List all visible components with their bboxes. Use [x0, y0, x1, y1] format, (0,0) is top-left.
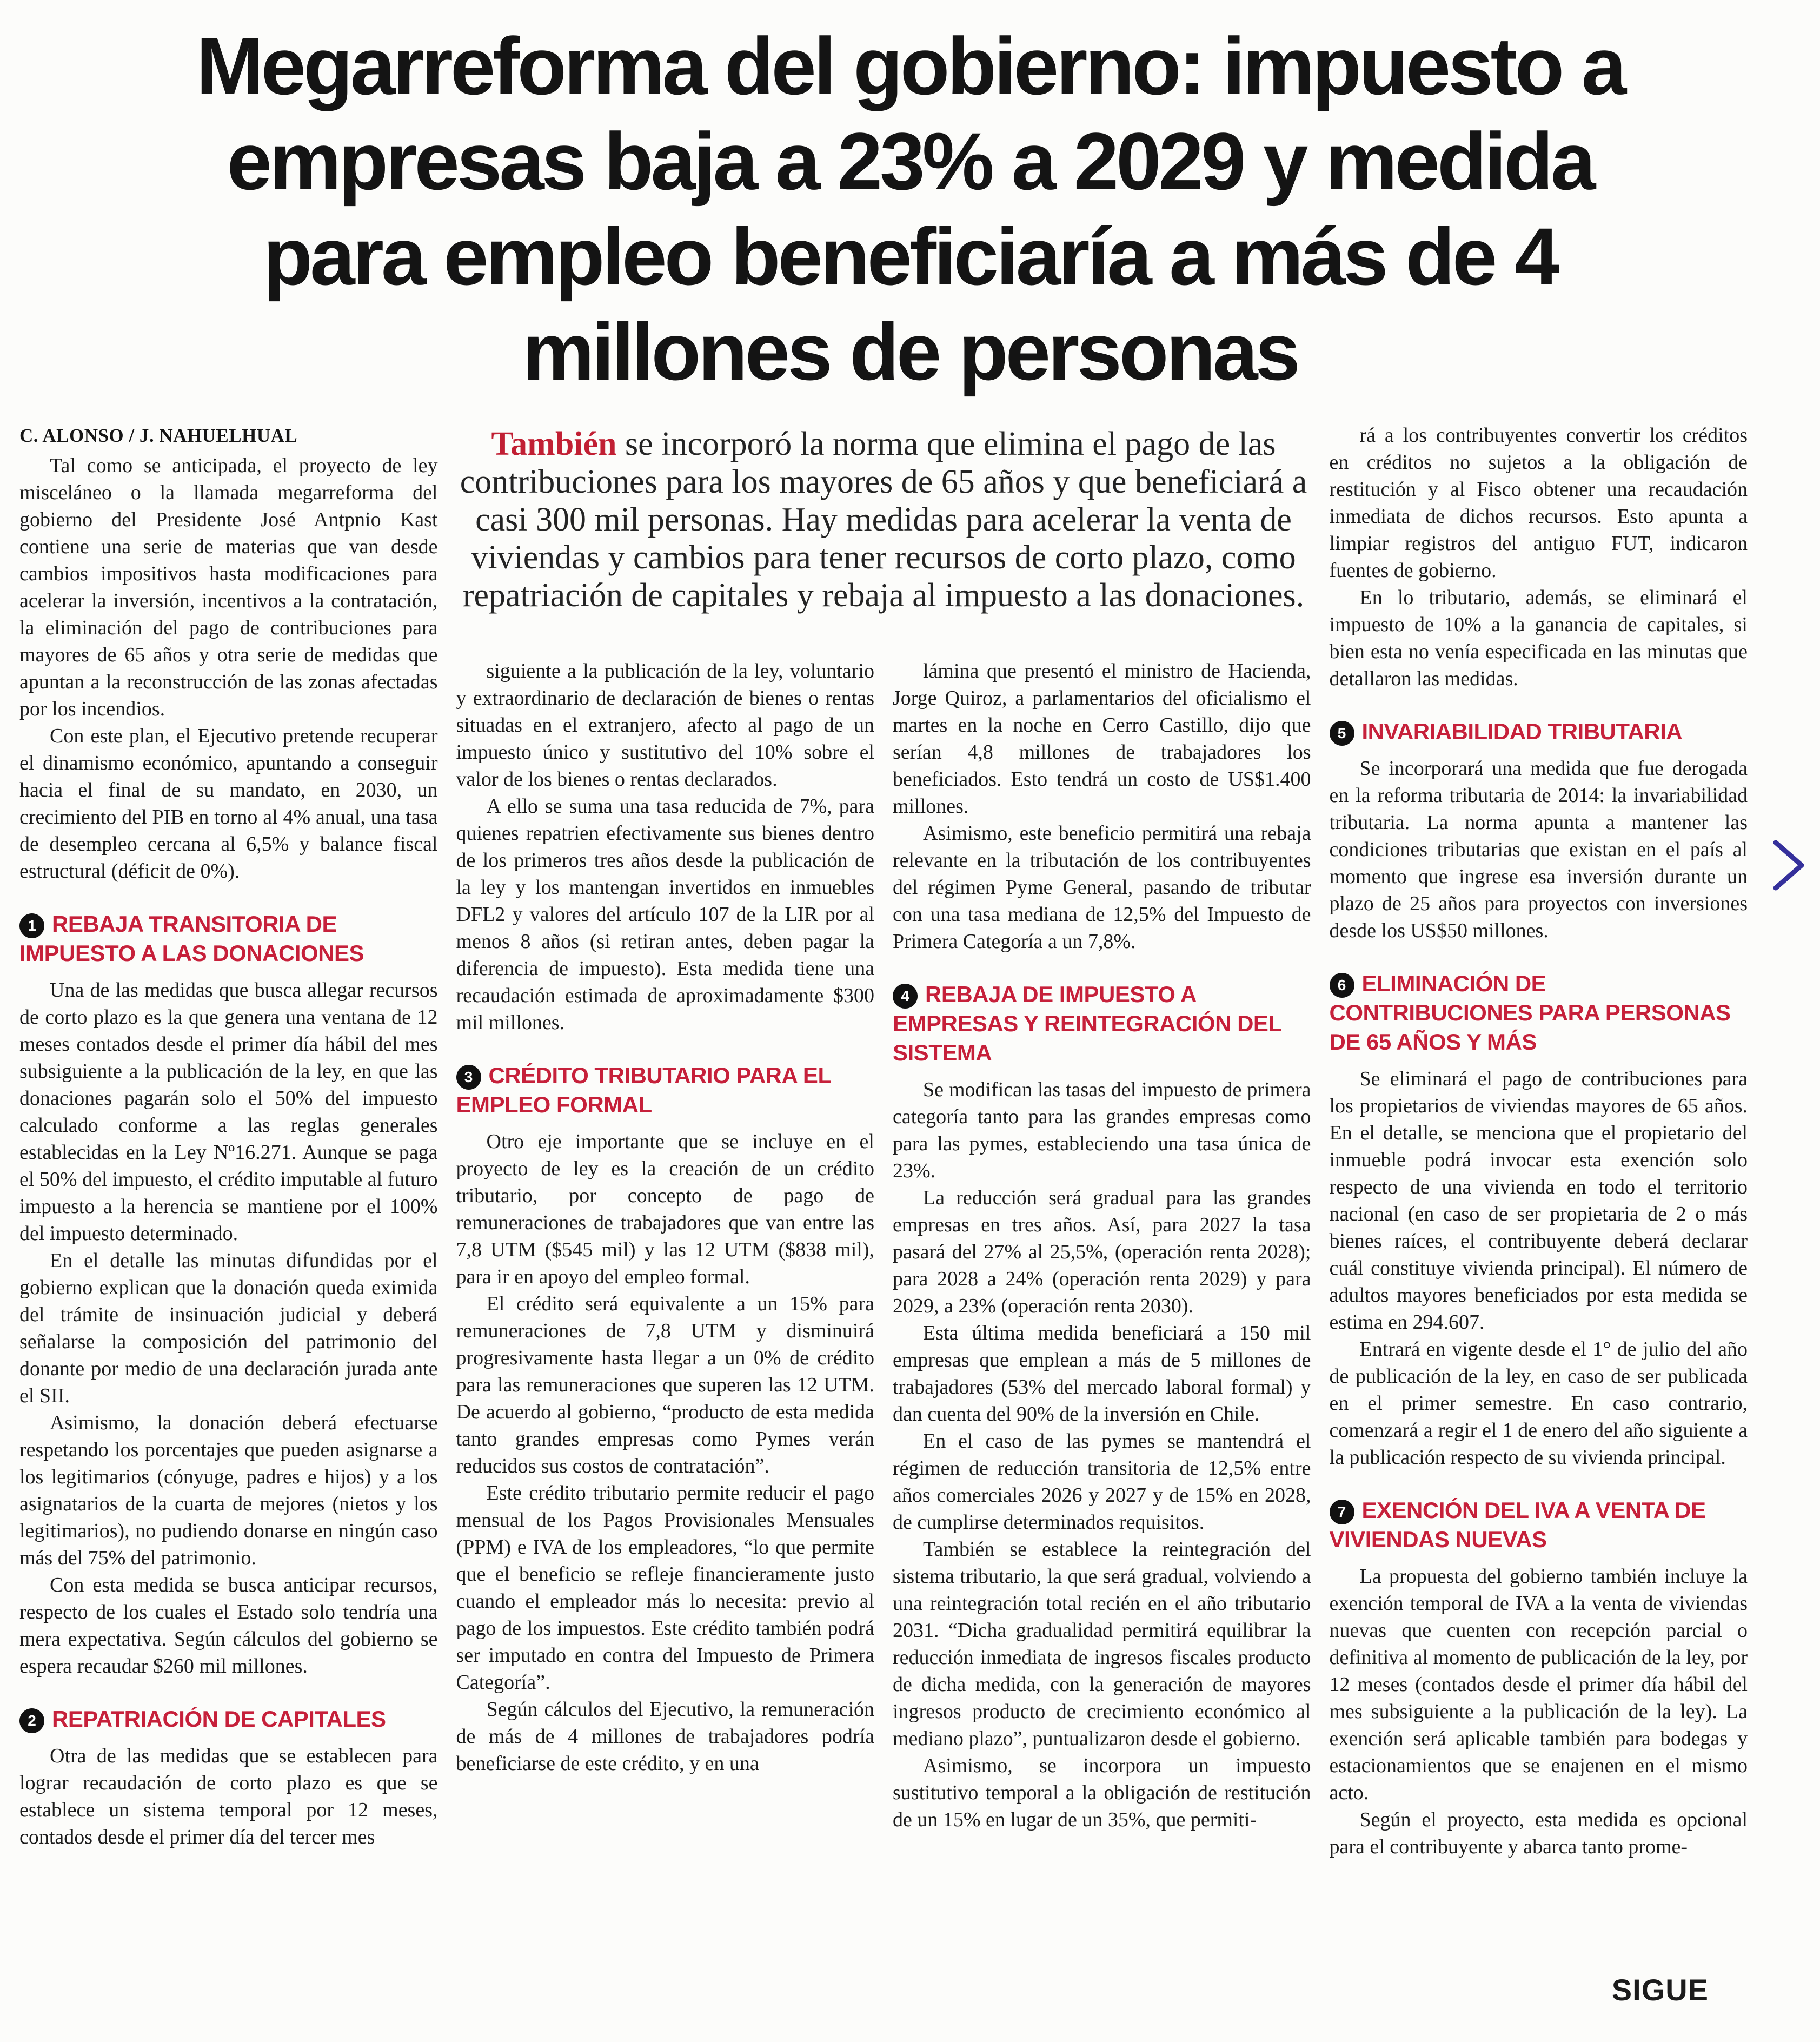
headline-line: para empleo beneficiaría a más de 4 — [263, 211, 1557, 302]
paragraph: La reducción será gradual para las grandes empresas en tres años. Así, para 2027 la tasa pasará del 27% al 25,5%, (operación renta 2028); para 2028 a 24% (operación renta 2029) y para 2029, a 23% (operación renta 2030). — [893, 1186, 1311, 1317]
paragraph: En el detalle las minutas difundidas por el gobierno explican que la donación queda eximida del trámite de insinuación judicial y deberá señalarse la composición del patrimonio del donante por medio de una declaración jurada ante el SII. — [19, 1249, 438, 1407]
headline-line: millones de personas — [522, 306, 1298, 397]
section-number-badge: 7 — [1330, 1500, 1354, 1524]
column-3 — [893, 658, 1311, 1860]
paragraph: Tal como se anticipada, el proyecto de ley misceláneo o la llamada megarreforma del gobierno del Presidente José Antpnio Kast contiene una serie de materias que van desde cambios impositivos hasta modificaciones para acelerar la inversión, incentivos a la contratación, la eliminación del pago de contribuciones para mayores de 65 años y otra serie de medidas que apuntan a la reconstrucción de las zonas afectadas por los incendios. — [19, 454, 438, 720]
paragraph: Otro eje importante que se incluye en el proyecto de ley es la creación de un crédito tributario, por concepto de pago de remuneraciones de trabajadores que van entre las 7,8 UTM ($545 mil) y las 12 UTM ($838 mil), para ir en apoyo del empleo formal. — [456, 1130, 874, 1288]
section-heading-5 — [1330, 717, 1748, 746]
paragraph: lámina que presentó el ministro de Hacienda, Jorge Quiroz, a parlamentarios del oficialismo el martes en la noche en Cerro Castillo, dijo que serían 4,8 millones de trabajadores los beneficiados. Esto tendrá un costo de US$1.400 millones. — [893, 660, 1311, 818]
section-heading-3 — [456, 1061, 875, 1119]
section-title: INVARIABILIDAD TRIBUTARIA — [1361, 719, 1683, 744]
paragraph: Según el proyecto, esta medida es opcional para el contribuyente y abarca tanto prome- — [1329, 1808, 1748, 1858]
section-number-badge: 1 — [19, 913, 44, 938]
paragraph: Asimismo, este beneficio permitirá una rebaja relevante en la tributación de los contribuyentes del régimen Pyme General, pasando de tributar con una tasa mediana de 12,5% del Impuesto de Primera Categoría a un 7,8%. — [893, 822, 1311, 953]
paragraph: rá a los contribuyentes convertir los créditos en créditos no sujetos a la obligación de restitución y al Fisco obtener una recaudación inmediata de dichos recursos. Esto apunta a limpiar registros del antiguo FUT, indicaron fuentes de gobierno. — [1329, 424, 1748, 582]
paragraph: Con este plan, el Ejecutivo pretende recuperar el dinamismo económico, apuntando a conseguir hacia el final de su mandato, en 2030, un crecimiento del PIB en torno al 4% anual, una tasa de desempleo cercana al 6,5% y balance fiscal estructural (déficit de 0%). — [19, 725, 438, 883]
column-1 — [19, 422, 438, 1860]
article-headline — [22, 18, 1798, 399]
next-page-chevron-icon[interactable] — [1766, 833, 1811, 898]
paragraph: También se establece la reintegración del sistema tributario, la que será gradual, volviendo a una reintegración total recién en el año tributario 2031. “Dicha gradualidad permitirá equilibrar la reducción inmediata de ingresos fiscales producto de dicha medida, con la generación de mayores ingresos producto de crecimiento económico al mediano plazo”, puntualizaron desde el gobierno. — [893, 1538, 1311, 1750]
section-title: REBAJA TRANSITORIA DE IMPUESTO A LAS DONACIONES — [19, 911, 364, 966]
lead-text: se incorporó la norma que elimina el pago de las contribuciones para los mayores de 65 años y que beneficiará a casi 300 mil personas. Hay medidas para acelerar la venta de viviendas y cambios para tener recursos de corto plazo, como repatriación de capitales y rebaja al impuesto a las donaciones. — [460, 426, 1307, 614]
paragraph: Se modifican las tasas del impuesto de primera categoría tanto para las grandes empresas como para las pymes, estableciendo una tasa única de 23%. — [893, 1078, 1311, 1182]
section-title: CRÉDITO TRIBUTARIO PARA EL EMPLEO FORMAL — [456, 1063, 831, 1117]
paragraph: Una de las medidas que busca allegar recursos de corto plazo es la que genera una ventana de 12 meses contados desde el primer día hábil del mes subsiguiente a la publicación de la ley, en que las donaciones pagarán solo el 50% del impuesto calculado conforme a las reglas generales establecidas en la Ley Nº16.271. Aunque se paga el 50% del impuesto, el crédito imputable al futuro impuesto a la herencia se mantiene por el 100% del impuesto determinado. — [19, 979, 438, 1245]
section-title: REBAJA DE IMPUESTO A EMPRESAS Y REINTEGRACIÓN DEL SISTEMA — [893, 982, 1281, 1065]
section-heading-7 — [1330, 1496, 1748, 1554]
article-body — [0, 422, 1820, 1860]
column-2 — [456, 658, 875, 1860]
section-number-badge: 6 — [1330, 973, 1354, 998]
section-heading-2 — [19, 1705, 438, 1734]
lead-highlight: También — [491, 426, 617, 462]
paragraph: En el caso de las pymes se mantendrá el régimen de reducción transitoria de 12,5% entre años comerciales 2026 y 2027 y de 15% en 2028, de cumplirse determinados requisitos. — [893, 1430, 1311, 1534]
paragraph: Se eliminará el pago de contribuciones para los propietarios de viviendas mayores de 65 años. En el detalle, se menciona que el propietario del inmueble podrá invocar esta exención solo respecto de una vivienda en todo el territorio nacional (en caso de ser propietaria de 2 o más bienes raíces, el contribuyente deberá declarar cuál constituye vivienda principal). El número de adultos mayores beneficiados por esta medida se estima en 294.607. — [1329, 1068, 1748, 1334]
paragraph: Esta última medida beneficiará a 150 mil empresas que emplean a más de 5 millones de trabajadores (53% del mercado laboral formal) y dan cuenta del 90% de la inversión en Chile. — [893, 1322, 1311, 1426]
continue-label: SIGUE — [1611, 1973, 1709, 2007]
section-number-badge: 5 — [1330, 721, 1354, 746]
paragraph: Asimismo, la donación deberá efectuarse respetando los porcentajes que pueden asignarse a los legitimarios (cónyuge, padres e hijos) y a los asignatarios de la cuarta de mejores (nietos y los legitimarios), no pudiendo donarse en ningún caso más del 75% del patrimonio. — [19, 1411, 438, 1569]
paragraph: A ello se suma una tasa reducida de 7%, para quienes repatrien efectivamente sus bienes dentro de los primeros tres años desde la publicación de la ley y los mantengan invertidos en inmuebles DFL2 y valores del artículo 107 de la LIR por al menos 8 años (si retiran antes, deben pagar la diferencia de impuesto). Esta medida tiene una recaudación estimada de aproximadamente $300 mil millones. — [456, 795, 874, 1034]
paragraph: Este crédito tributario permite reducir el pago mensual de los Pagos Provisionales Mensuales (PPM) e IVA de los empleadores, “lo que permite que el beneficio se refleje financieramente justo cuando el empleador más lo necesita: previo al pago de los impuestos. Este crédito también podrá ser imputado en contra del Impuesto de Primera Categoría”. — [456, 1482, 874, 1694]
paragraph: En lo tributario, además, se eliminará el impuesto de 10% a la ganancia de capitales, si bien esta no venía especificada en las minutas que detallaron las medidas. — [1329, 586, 1748, 690]
section-number-badge: 4 — [893, 984, 918, 1009]
section-heading-4 — [893, 980, 1311, 1068]
section-heading-6 — [1330, 969, 1748, 1057]
paragraph: Entrará en vigente desde el 1° de julio del año de publicación de la ley, en caso de ser publicada en el primer semestre. En caso contrario, comenzará a regir el 1 de enero del año siguiente a la publicación respecto de su vivienda principal. — [1329, 1338, 1748, 1469]
lead-paragraph — [456, 422, 1311, 614]
paragraph: La propuesta del gobierno también incluye la exención temporal de IVA a la venta de viviendas nuevas que cuenten con recepción parcial o definitiva al momento de publicación de la ley, por 12 meses (contados desde el primer día hábil del mes subsiguiente a la publicación de la ley). La exención será aplicable también para bodegas y estacionamientos que se enajenen en el mismo acto. — [1329, 1565, 1748, 1804]
paragraph: Asimismo, se incorpora un impuesto sustitutivo temporal a la obligación de restitución de un 15% en lugar de un 35%, que permiti- — [893, 1754, 1311, 1831]
section-title: REPATRIACIÓN DE CAPITALES — [52, 1706, 386, 1732]
section-title: ELIMINACIÓN DE CONTRIBUCIONES PARA PERSONAS DE 65 AÑOS Y MÁS — [1329, 971, 1731, 1055]
paragraph: siguiente a la publicación de la ley, voluntario y extraordinario de declaración de bienes o rentas situadas en el extranjero, afecto al pago de un impuesto único y sustitutivo del 10% sobre el valor de los bienes o rentas declarados. — [456, 660, 874, 791]
paragraph: Con esta medida se busca anticipar recursos, respecto de los cuales el Estado solo tendría una mera expectativa. Según cálculos del gobierno se espera recaudar $260 mil millones. — [19, 1574, 438, 1678]
headline-line: Megarreforma del gobierno: impuesto a — [196, 21, 1624, 111]
section-heading-1 — [19, 910, 438, 968]
paragraph: El crédito será equivalente a un 15% para remuneraciones de 7,8 UTM y disminuirá progresivamente hasta llegar a un 0% de crédito para las remuneraciones que superen las 12 UTM. De acuerdo al gobierno, “producto de esta medida tanto grandes empresas como Pymes verán reducidos sus costos de contratación”. — [456, 1292, 874, 1477]
headline-line: empresas baja a 23% a 2029 y medida — [227, 116, 1593, 207]
paragraph: Según cálculos del Ejecutivo, la remuneración de más de 4 millones de trabajadores podría beneficiarse de este crédito, y en una — [456, 1698, 874, 1775]
byline: C. ALONSO / J. NAHUELHUAL — [19, 425, 298, 446]
column-4 — [1330, 422, 1748, 1860]
paragraph: Otra de las medidas que se establecen para lograr recaudación de corto plazo es que se establece un sistema temporal por 12 meses, contados desde el primer día del tercer mes — [19, 1745, 438, 1848]
paragraph: Se incorporará una medida que fue derogada en la reforma tributaria de 2014: la invariabilidad tributaria. La norma apunta a mantener las condiciones tributarias que existan en el país al momento que ingrese esa inversión durante un plazo de 25 años para proyectos con inversiones desde los US$50 millones. — [1329, 757, 1748, 942]
section-title: EXENCIÓN DEL IVA A VENTA DE VIVIENDAS NUEVAS — [1329, 1497, 1706, 1552]
section-number-badge: 3 — [456, 1065, 481, 1090]
section-number-badge: 2 — [19, 1708, 44, 1733]
